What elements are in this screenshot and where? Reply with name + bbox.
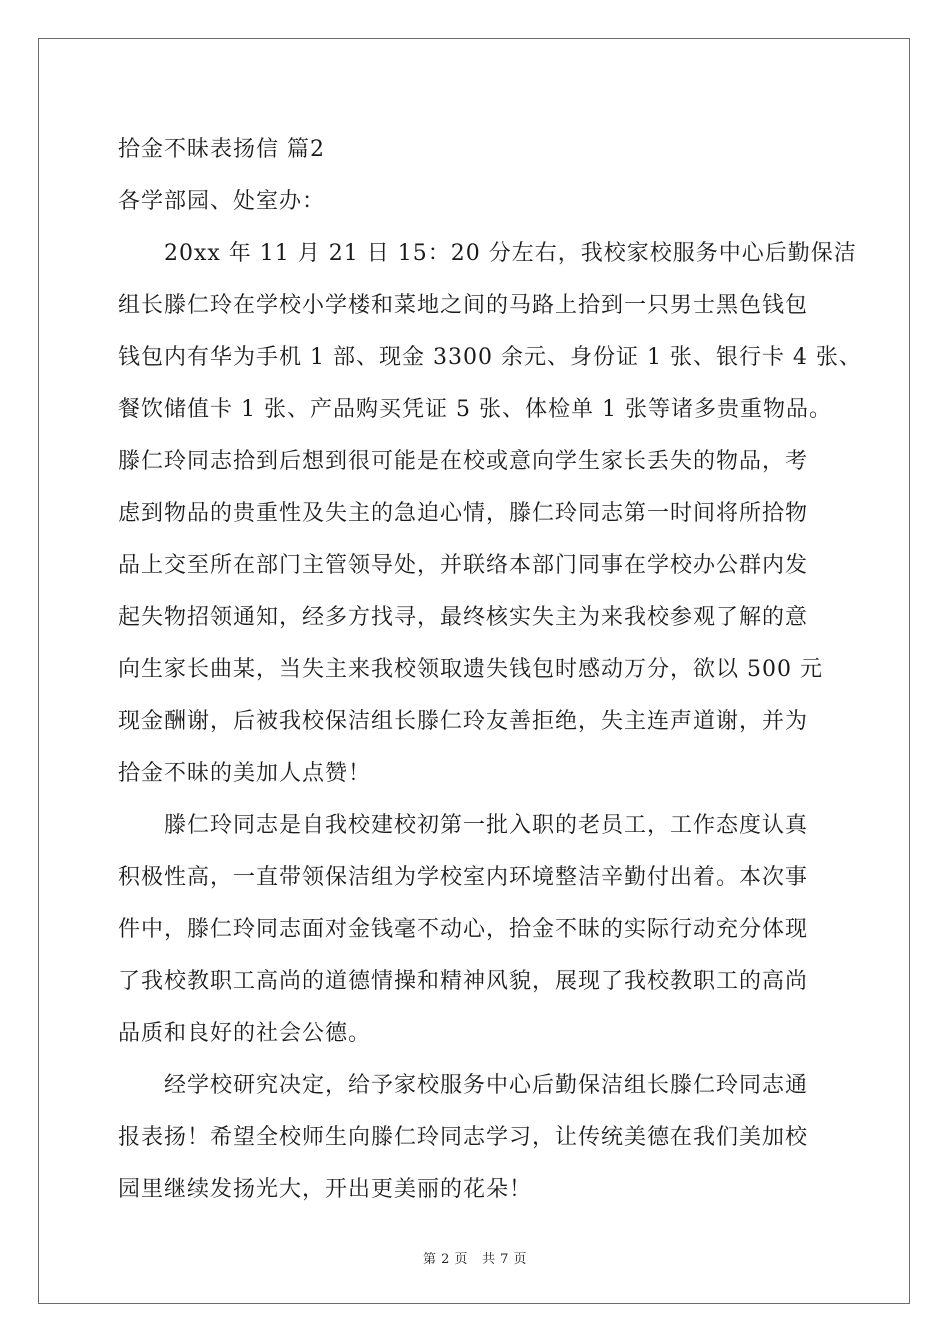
paragraph-line: 拾金不昧的美加人点赞！ (118, 761, 372, 786)
page-number: 第 2 页 (422, 1252, 468, 1267)
paragraph-2 (118, 800, 838, 1060)
paragraph-line: 经学校研究决定，给予家校服务中心后勤保洁组长滕仁玲同志通 (164, 1073, 809, 1098)
page-footer (0, 1248, 950, 1267)
paragraph-line: 滕仁玲同志拾到后想到很可能是在校或意向学生家长丢失的物品，考 (118, 449, 809, 474)
paragraph-line: 报表扬！希望全校师生向滕仁玲同志学习，让传统美德在我们美加校 (118, 1125, 809, 1150)
paragraph-line: 起失物招领通知，经多方找寻，最终核实失主为来我校参观了解的意 (118, 605, 809, 630)
paragraph-line: 餐饮储值卡 1 张、产品购买凭证 5 张、体检单 1 张等诸多贵重物品。 (118, 397, 832, 422)
paragraph-line: 现金酬谢，后被我校保洁组长滕仁玲友善拒绝，失主连声道谢，并为 (118, 709, 809, 734)
paragraph-line: 品质和良好的社会公德。 (118, 1021, 372, 1046)
paragraph-line: 园里继续发扬光大，开出更美丽的花朵！ (118, 1177, 533, 1202)
paragraph-line: 了我校教职工高尚的道德情操和精神风貌，展现了我校教职工的高尚 (118, 969, 809, 994)
document-title: 拾金不昧表扬信 篇2 (118, 137, 325, 162)
paragraph-line: 组长滕仁玲在学校小学楼和菜地之间的马路上拾到一只男士黑色钱包 (118, 293, 809, 318)
paragraph-line: 20xx 年 11 月 21 日 15：20 分左右，我校家校服务中心后勤保洁 (164, 241, 857, 266)
document-body (118, 124, 862, 1216)
salutation: 各学部园、处室办： (118, 189, 326, 214)
page-total: 共 7 页 (482, 1252, 528, 1267)
paragraph-line: 向生家长曲某，当失主来我校领取遗失钱包时感动万分，欲以 500 元 (118, 657, 823, 682)
paragraph-1 (118, 228, 862, 800)
paragraph-line: 虑到物品的贵重性及失主的急迫心情，滕仁玲同志第一时间将所拾物 (118, 501, 809, 526)
paragraph-line: 钱包内有华为手机 1 部、现金 3300 余元、身份证 1 张、银行卡 4 张、 (118, 345, 862, 370)
paragraph-line: 件中，滕仁玲同志面对金钱毫不动心，拾金不昧的实际行动充分体现 (118, 917, 809, 942)
paragraph-line: 品上交至所在部门主管领导处，并联络本部门同事在学校办公群内发 (118, 553, 809, 578)
paragraph-3 (118, 1060, 838, 1216)
paragraph-line: 滕仁玲同志是自我校建校初第一批入职的老员工，工作态度认真 (164, 813, 809, 838)
paragraph-line: 积极性高，一直带领保洁组为学校室内环境整洁辛勤付出着。本次事 (118, 865, 809, 890)
